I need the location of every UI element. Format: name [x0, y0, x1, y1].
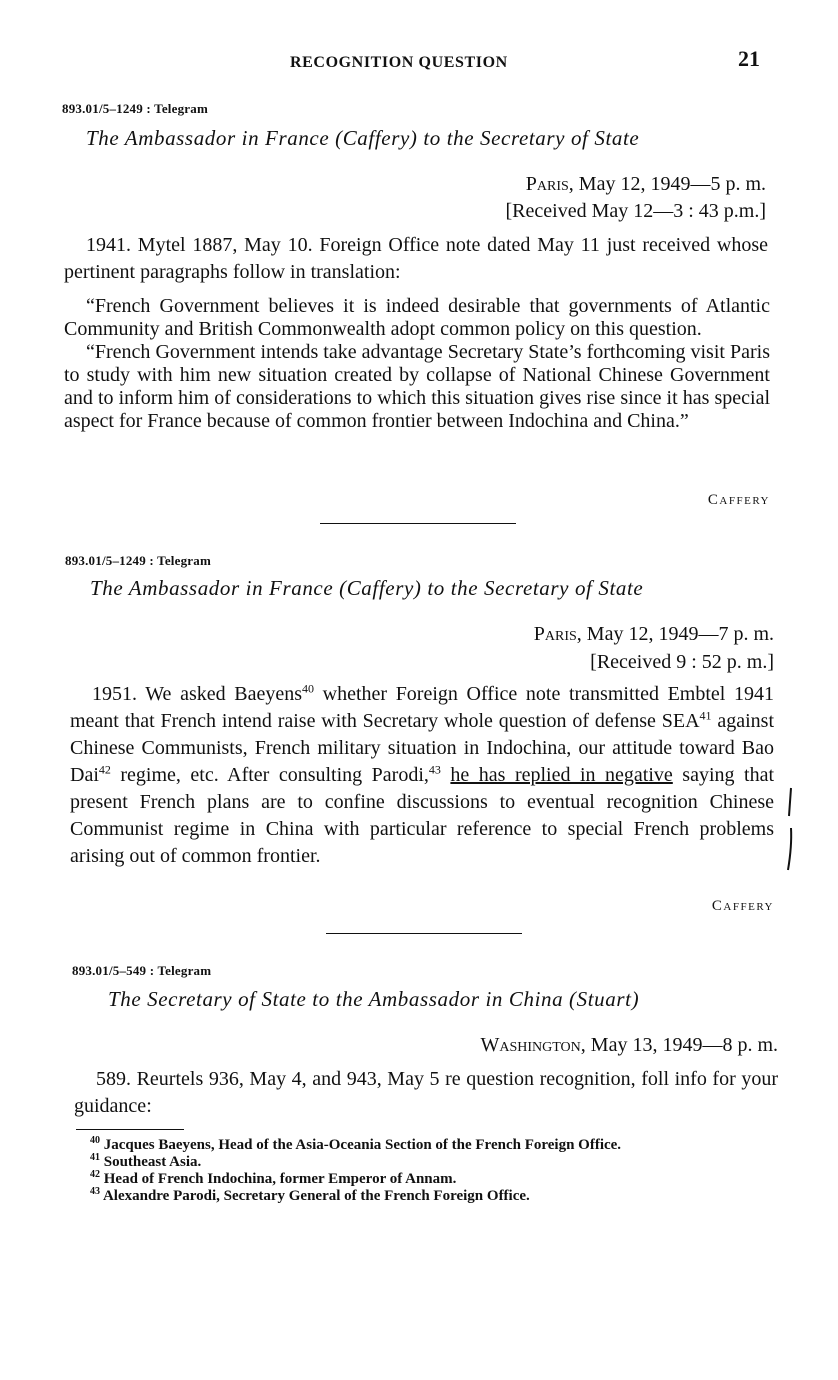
doc2-paragraph — [70, 681, 774, 870]
doc1-date: , May 12, 1949—5 p. m. — [568, 173, 766, 195]
doc1-body — [64, 232, 768, 286]
footnote-40 — [76, 1137, 780, 1154]
footnote-ref-42: 42 — [98, 762, 111, 777]
footnote-number: 40 — [90, 1135, 100, 1146]
doc3-place: Washington — [480, 1034, 581, 1056]
margin-bracket-mark — [782, 786, 796, 872]
page-number: 21 — [738, 46, 760, 71]
doc1-place: Paris — [525, 173, 569, 195]
footnote-text: Alexandre Parodi, Secretary General of the French Foreign Office. — [102, 1188, 530, 1204]
doc1-dateline — [526, 173, 766, 196]
doc2-dateline — [534, 623, 774, 646]
doc3-paragraph: 589. Reurtels 936, May 4, and 943, May 5 re question recognition, foll info for your guidance: — [74, 1068, 778, 1117]
doc2-signature: Caffery — [711, 898, 774, 914]
doc2-date: , May 12, 1949—7 p. m. — [576, 623, 774, 645]
footnote-42 — [76, 1171, 780, 1188]
footnote-ref-43: 43 — [428, 762, 441, 777]
footnote-number: 41 — [90, 1152, 100, 1163]
running-title: RECOGNITION QUESTION — [290, 54, 508, 71]
footnote-number: 42 — [90, 1169, 100, 1180]
footnote-number: 43 — [90, 1186, 100, 1197]
footnotes — [76, 1137, 780, 1205]
footnote-43 — [76, 1188, 780, 1205]
doc1-title: The Ambassador in France (Caffery) to the Secretary of State — [86, 126, 640, 150]
doc1-paragraph: 1941. Mytel 1887, May 10. Foreign Office note dated May 11 just received whose pertinent paragraphs follow in translation: — [64, 234, 768, 283]
footnote-ref-41: 41 — [699, 708, 712, 723]
doc3-date: , May 13, 1949—8 p. m. — [580, 1034, 778, 1056]
doc2-reference: 893.01/5–1249 : Telegram — [65, 553, 211, 568]
doc2-text-3: against Chinese Communists, French military situation in Indochina, our attitude toward Bao Dai — [70, 710, 774, 786]
footnote-text: Jacques Baeyens, Head of the Asia-Oceania Section of the French Foreign Office. — [103, 1137, 622, 1153]
footnote-ref-40: 40 — [302, 681, 314, 696]
handwritten-underline-text: he has replied in negative — [450, 764, 673, 786]
footnote-rule — [76, 1129, 184, 1130]
doc2-text-2: whether Foreign Office note transmitted Embtel 1941 meant that French intend raise with Secretary whole question of defense SEA — [70, 683, 774, 732]
doc2-received: [Received 9 : 52 p. m.] — [590, 651, 774, 673]
footnote-text: Head of French Indochina, former Emperor of Annam. — [103, 1171, 457, 1187]
doc2-body — [70, 681, 774, 870]
doc3-body — [74, 1066, 778, 1120]
doc1-quote — [64, 295, 770, 433]
doc2-text-4: regime, etc. After consulting Parodi, — [110, 764, 429, 786]
doc2-text-1: 1951. We asked Baeyens — [92, 683, 302, 705]
doc1-received: [Received May 12—3 : 43 p.m.] — [505, 200, 766, 222]
doc1-quote-paragraph-2: “French Government intends take advantage Secretary State’s forthcoming visit Paris to study with him new situation created by collapse of National Chinese Government and to inform him of considerations to which this situation gives rise since it has special aspect for France because of common frontier between Indochina and China.” — [64, 341, 770, 432]
doc2-title: The Ambassador in France (Caffery) to the Secretary of State — [90, 576, 644, 600]
footnote-41 — [76, 1154, 780, 1171]
doc1-quote-paragraph-1: “French Government believes it is indeed desirable that governments of Atlantic Community and British Commonwealth adopt common policy on this question. — [64, 295, 770, 340]
doc3-title: The Secretary of State to the Ambassador in China (Stuart) — [108, 987, 640, 1011]
section-divider — [326, 933, 522, 934]
doc3-dateline — [480, 1034, 778, 1057]
doc3-reference: 893.01/5–549 : Telegram — [72, 963, 212, 978]
doc2-text-5: saying that present French plans are to confine discussions to eventual recognition Chinese Communist regime in China with particular reference to special French problems arising out of common frontier. — [70, 764, 775, 867]
footnote-text: Southeast Asia. — [103, 1154, 202, 1170]
doc1-signature: Caffery — [707, 492, 770, 508]
section-divider — [320, 523, 516, 524]
doc2-place: Paris — [533, 623, 577, 645]
doc1-reference: 893.01/5–1249 : Telegram — [62, 101, 208, 116]
